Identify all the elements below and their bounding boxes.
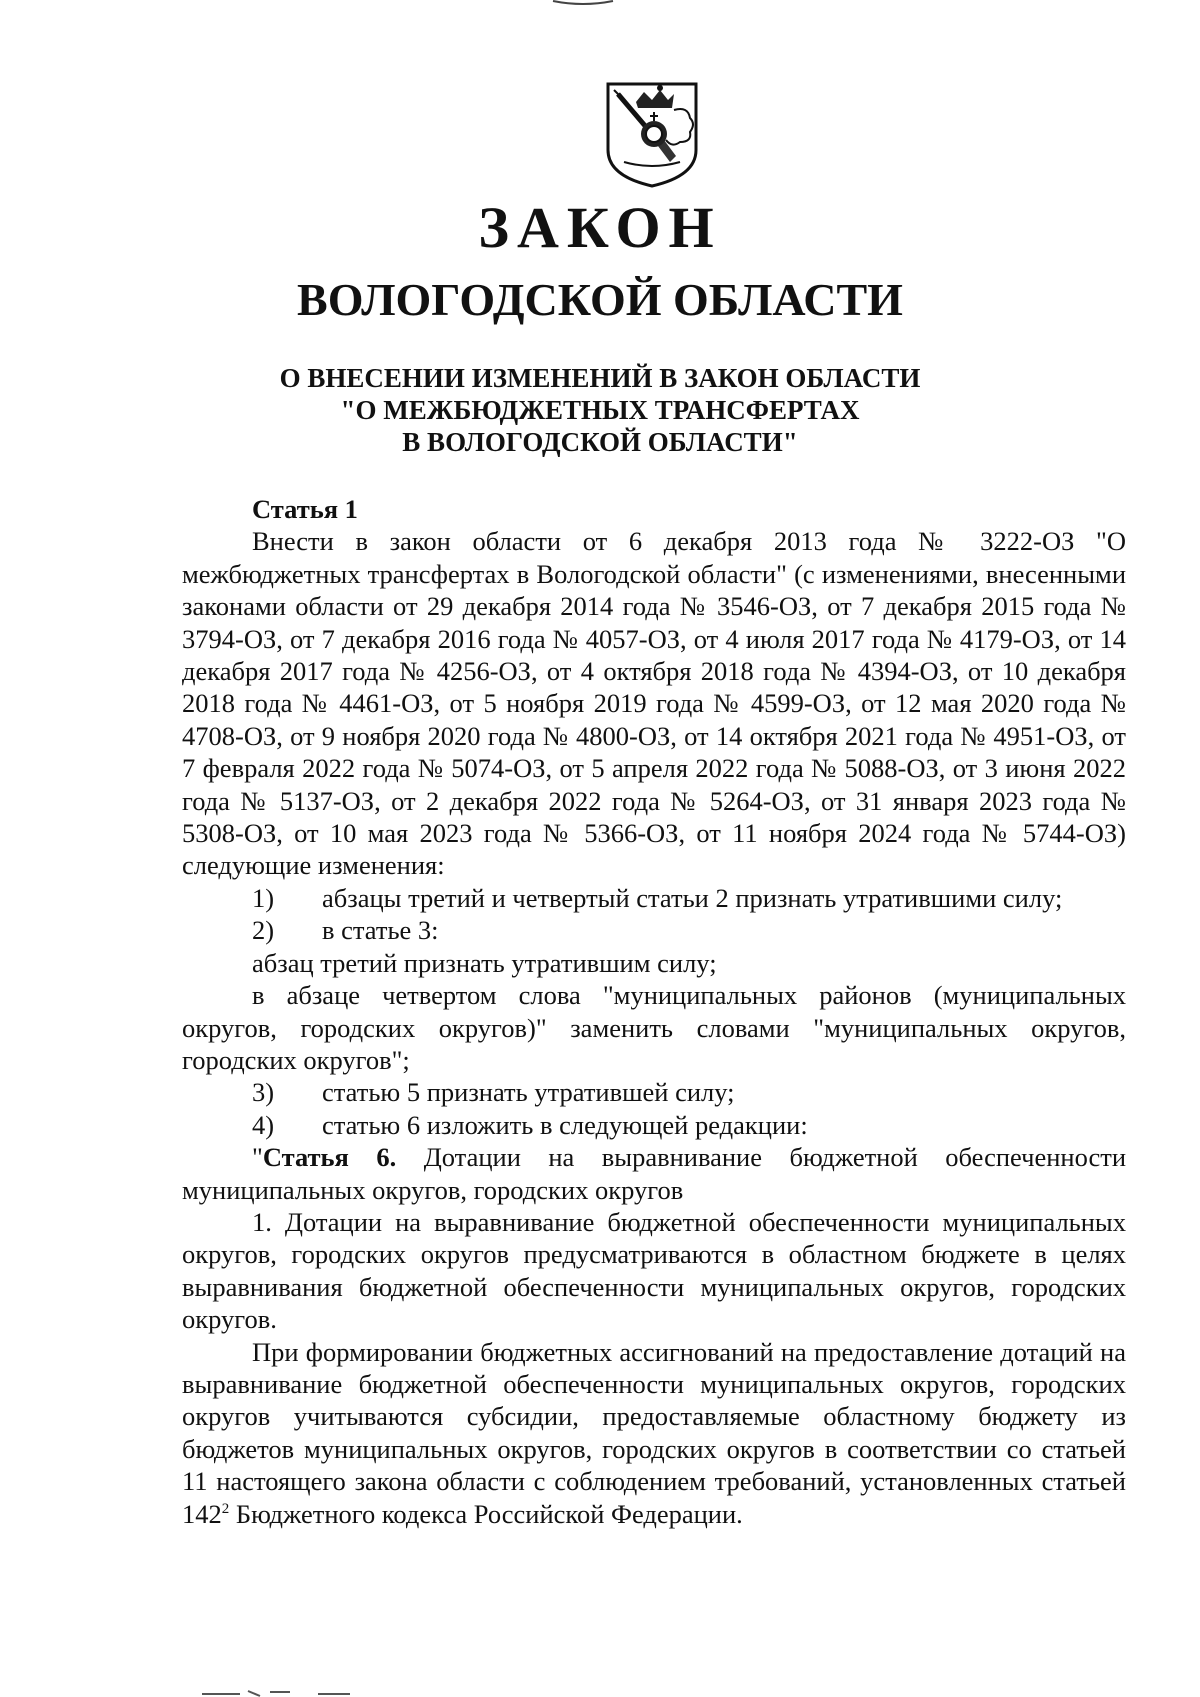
article6-paragraph-2 <box>182 1336 1126 1530</box>
paragraph-text: При формировании бюджетных ассигнований на предоставление дотаций на выравнивание бюджетной обеспеченности муниципальных округов, городских округов учитываются субсидии, предоставляемые областному бюджету из бюджетов муниципальных округов, городских округов в соответствии со статьей 11 настоящего закона области с соблюдением требований, установленных статьей 142 <box>182 1336 1126 1529</box>
list-item <box>182 1076 1126 1108</box>
region-title: ВОЛОГОДСКОЙ ОБЛАСТИ <box>297 274 903 325</box>
item-number: 1) <box>252 882 275 913</box>
item-text: абзацы третий и четвертый статьи 2 признать утратившими силу; <box>322 882 1063 913</box>
item-text: статью 5 признать утратившей силу; <box>322 1077 735 1108</box>
subject-line: "О МЕЖБЮДЖЕТНЫХ ТРАНСФЕРТАХ <box>340 395 860 425</box>
document-title: ЗАКОН <box>478 195 722 260</box>
article-heading: Статья 1 <box>252 494 358 524</box>
subject-line: О ВНЕСЕНИИ ИЗМЕНЕНИЙ В ЗАКОН ОБЛАСТИ <box>279 363 921 393</box>
item-text: в статье 3: <box>322 915 439 946</box>
paragraph-text: Бюджетного кодекса Российской Федерации. <box>229 1498 743 1529</box>
article6-caption: Дотации на выравнивание бюджетной обеспеченности муниципальных округов, городских округов <box>182 1142 1126 1205</box>
law-subject <box>0 362 1200 458</box>
article6-paragraph-1: 1. Дотации на выравнивание бюджетной обеспеченности муниципальных округов, городских округов предусматриваются в областном бюджете в целях выравнивания бюджетной обеспеченности муниципальных округов, городских округов. <box>182 1206 1126 1335</box>
sub-paragraph: в абзаце четвертом слова "муниципальных районов (муниципальных округов, городских округов)" заменить словами "муниципальных округов, городских округов"; <box>182 980 1126 1075</box>
article6-label: Статья 6. <box>262 1142 397 1173</box>
item-number: 2) <box>252 915 275 946</box>
quote-mark: " <box>252 1142 263 1173</box>
sub-paragraph: абзац третий признать утратившим силу; <box>252 947 717 978</box>
subject-line: В ВОЛОГОДСКОЙ ОБЛАСТИ" <box>402 427 798 457</box>
list-item <box>182 882 1126 914</box>
coat-of-arms-icon <box>604 80 700 190</box>
article6-title <box>182 1141 1126 1206</box>
scan-artifact-bottom <box>200 1688 360 1697</box>
list-item <box>182 914 1126 946</box>
list-item <box>182 1109 1126 1141</box>
document-body <box>182 493 1126 1530</box>
item-number: 4) <box>252 1109 275 1140</box>
scan-artifact-top <box>548 0 618 6</box>
item-text: статью 6 изложить в следующей редакции: <box>322 1109 808 1140</box>
article-intro: Внести в закон области от 6 декабря 2013 года № 3222-ОЗ "О межбюджетных трансфертах в Вологодской области" (с изменениями, внесенными законами области от 29 декабря 2014 года № 3546-ОЗ, от 7 декабря 2015 года № 3794-ОЗ, от 7 декабря 2016 года № 4057-ОЗ, от 4 июля 2017 года № 4179-ОЗ, от 14 декабря 2017 года № 4256-ОЗ, от 4 октября 2018 года № 4394-ОЗ, от 10 декабря 2018 года № 4461-ОЗ, от 5 ноября 2019 года № 4599-ОЗ, от 12 мая 2020 года № 4708-ОЗ, от 9 ноября 2020 года № 4800-ОЗ, от 14 октября 2021 года № 4951-ОЗ, от 7 февраля 2022 года № 5074-ОЗ, от 5 апреля 2022 года № 5088-ОЗ, от 3 июня 2022 года № 5137-ОЗ, от 2 декабря 2022 года № 5264-ОЗ, от 31 января 2023 года № 5308-ОЗ, от 10 мая 2023 года № 5366-ОЗ, от 11 ноября 2024 года № 5744-ОЗ) следующие изменения: <box>182 526 1126 881</box>
superscript: 2 <box>221 1500 230 1517</box>
item-number: 3) <box>252 1077 275 1108</box>
